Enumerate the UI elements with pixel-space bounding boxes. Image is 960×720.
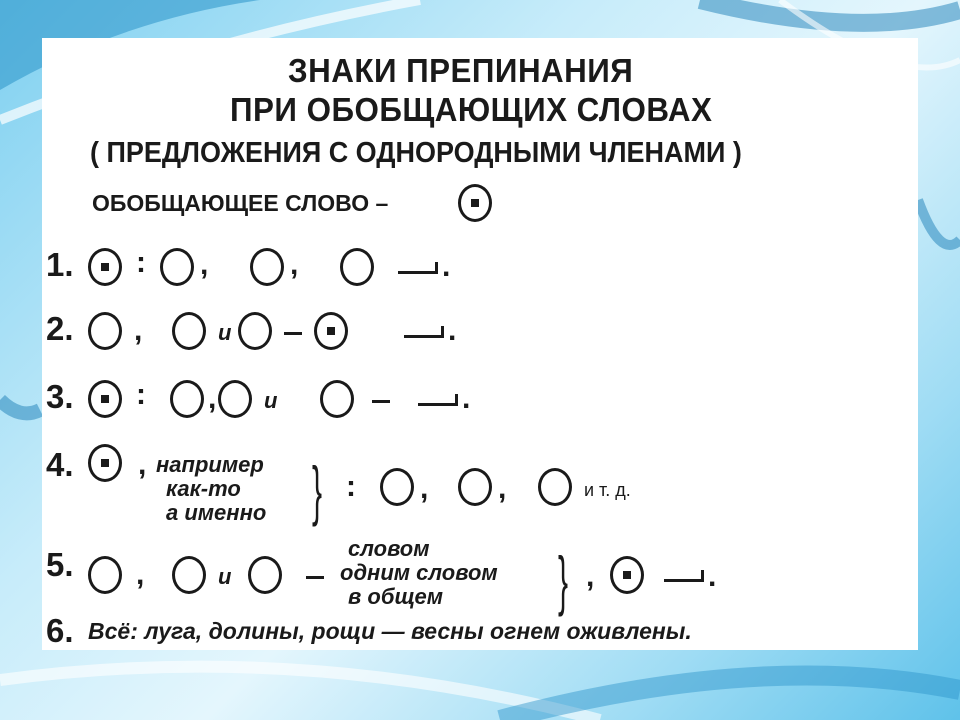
comma: , — [138, 448, 147, 481]
homogeneous-member-icon — [248, 556, 282, 594]
conjunction-and: и — [264, 388, 278, 413]
homogeneous-member-icon — [172, 556, 206, 594]
homogeneous-member-icon — [218, 380, 252, 418]
homogeneous-member-icon — [538, 468, 572, 506]
row-4-number: 4. — [46, 446, 74, 483]
homogeneous-member-icon — [238, 312, 272, 350]
row-6-number: 6. — [46, 612, 74, 649]
comma: , — [208, 382, 217, 415]
period: . — [708, 560, 717, 593]
homogeneous-member-icon — [160, 248, 194, 286]
title-line-2: ПРИ ОБОБЩАЮЩИХ СЛОВАХ — [230, 91, 713, 128]
predicate-mark-icon — [398, 262, 438, 274]
homogeneous-member-icon — [458, 468, 492, 506]
subtitle: ( ПРЕДЛОЖЕНИЯ С ОДНОРОДНЫМИ ЧЛЕНАМИ ) — [90, 137, 742, 169]
etc-text: и т. д. — [584, 480, 631, 500]
word-in-general: в общем — [348, 584, 443, 609]
homogeneous-member-icon — [380, 468, 414, 506]
homogeneous-member-icon — [88, 556, 122, 594]
row-1-number: 1. — [46, 246, 74, 283]
colon: : — [136, 378, 146, 411]
word-in-one-word: одним словом — [340, 560, 498, 585]
generalizing-word-icon — [88, 380, 122, 418]
title-line-1: ЗНАКИ ПРЕПИНАНИЯ — [288, 52, 634, 89]
homogeneous-member-icon — [88, 312, 122, 350]
row-2-number: 2. — [46, 310, 74, 347]
word-in-a-word: словом — [348, 536, 430, 561]
conjunction-and: и — [218, 564, 232, 589]
generalizing-word-icon — [314, 312, 348, 350]
homogeneous-member-icon — [170, 380, 204, 418]
period: . — [442, 250, 451, 283]
predicate-mark-icon — [404, 326, 444, 338]
word-for-example: например — [156, 452, 264, 477]
comma: , — [420, 472, 429, 505]
period: . — [462, 382, 471, 415]
brace: } — [312, 456, 323, 529]
example-sentence: Всё: луга, долины, рощи — весны огнем оживлены. — [88, 618, 692, 644]
homogeneous-member-icon — [320, 380, 354, 418]
comma: , — [136, 558, 145, 591]
generalizing-word-icon — [610, 556, 644, 594]
homogeneous-member-icon — [250, 248, 284, 286]
dash — [284, 332, 302, 335]
dash — [306, 576, 324, 579]
generalizing-word-icon — [88, 444, 122, 482]
row-3-number: 3. — [46, 378, 74, 415]
brace: } — [558, 546, 569, 619]
row-5-number: 5. — [46, 546, 74, 583]
word-namely: как-то — [166, 476, 241, 501]
comma: , — [586, 560, 595, 593]
homogeneous-member-icon — [340, 248, 374, 286]
dash — [372, 400, 390, 403]
word-that-is: а именно — [166, 500, 267, 525]
generalizing-word-icon — [458, 184, 492, 222]
legend-label: ОБОБЩАЮЩЕЕ СЛОВО – — [92, 190, 389, 216]
colon: : — [346, 470, 356, 503]
colon: : — [136, 246, 146, 279]
content-sheet — [42, 38, 918, 650]
predicate-mark-icon — [418, 394, 458, 406]
conjunction-and: и — [218, 320, 232, 345]
homogeneous-member-icon — [172, 312, 206, 350]
comma: , — [290, 248, 299, 281]
period: . — [448, 314, 457, 347]
predicate-mark-icon — [664, 570, 704, 582]
comma: , — [498, 472, 507, 505]
comma: , — [134, 314, 143, 347]
comma: , — [200, 248, 209, 281]
generalizing-word-icon — [88, 248, 122, 286]
